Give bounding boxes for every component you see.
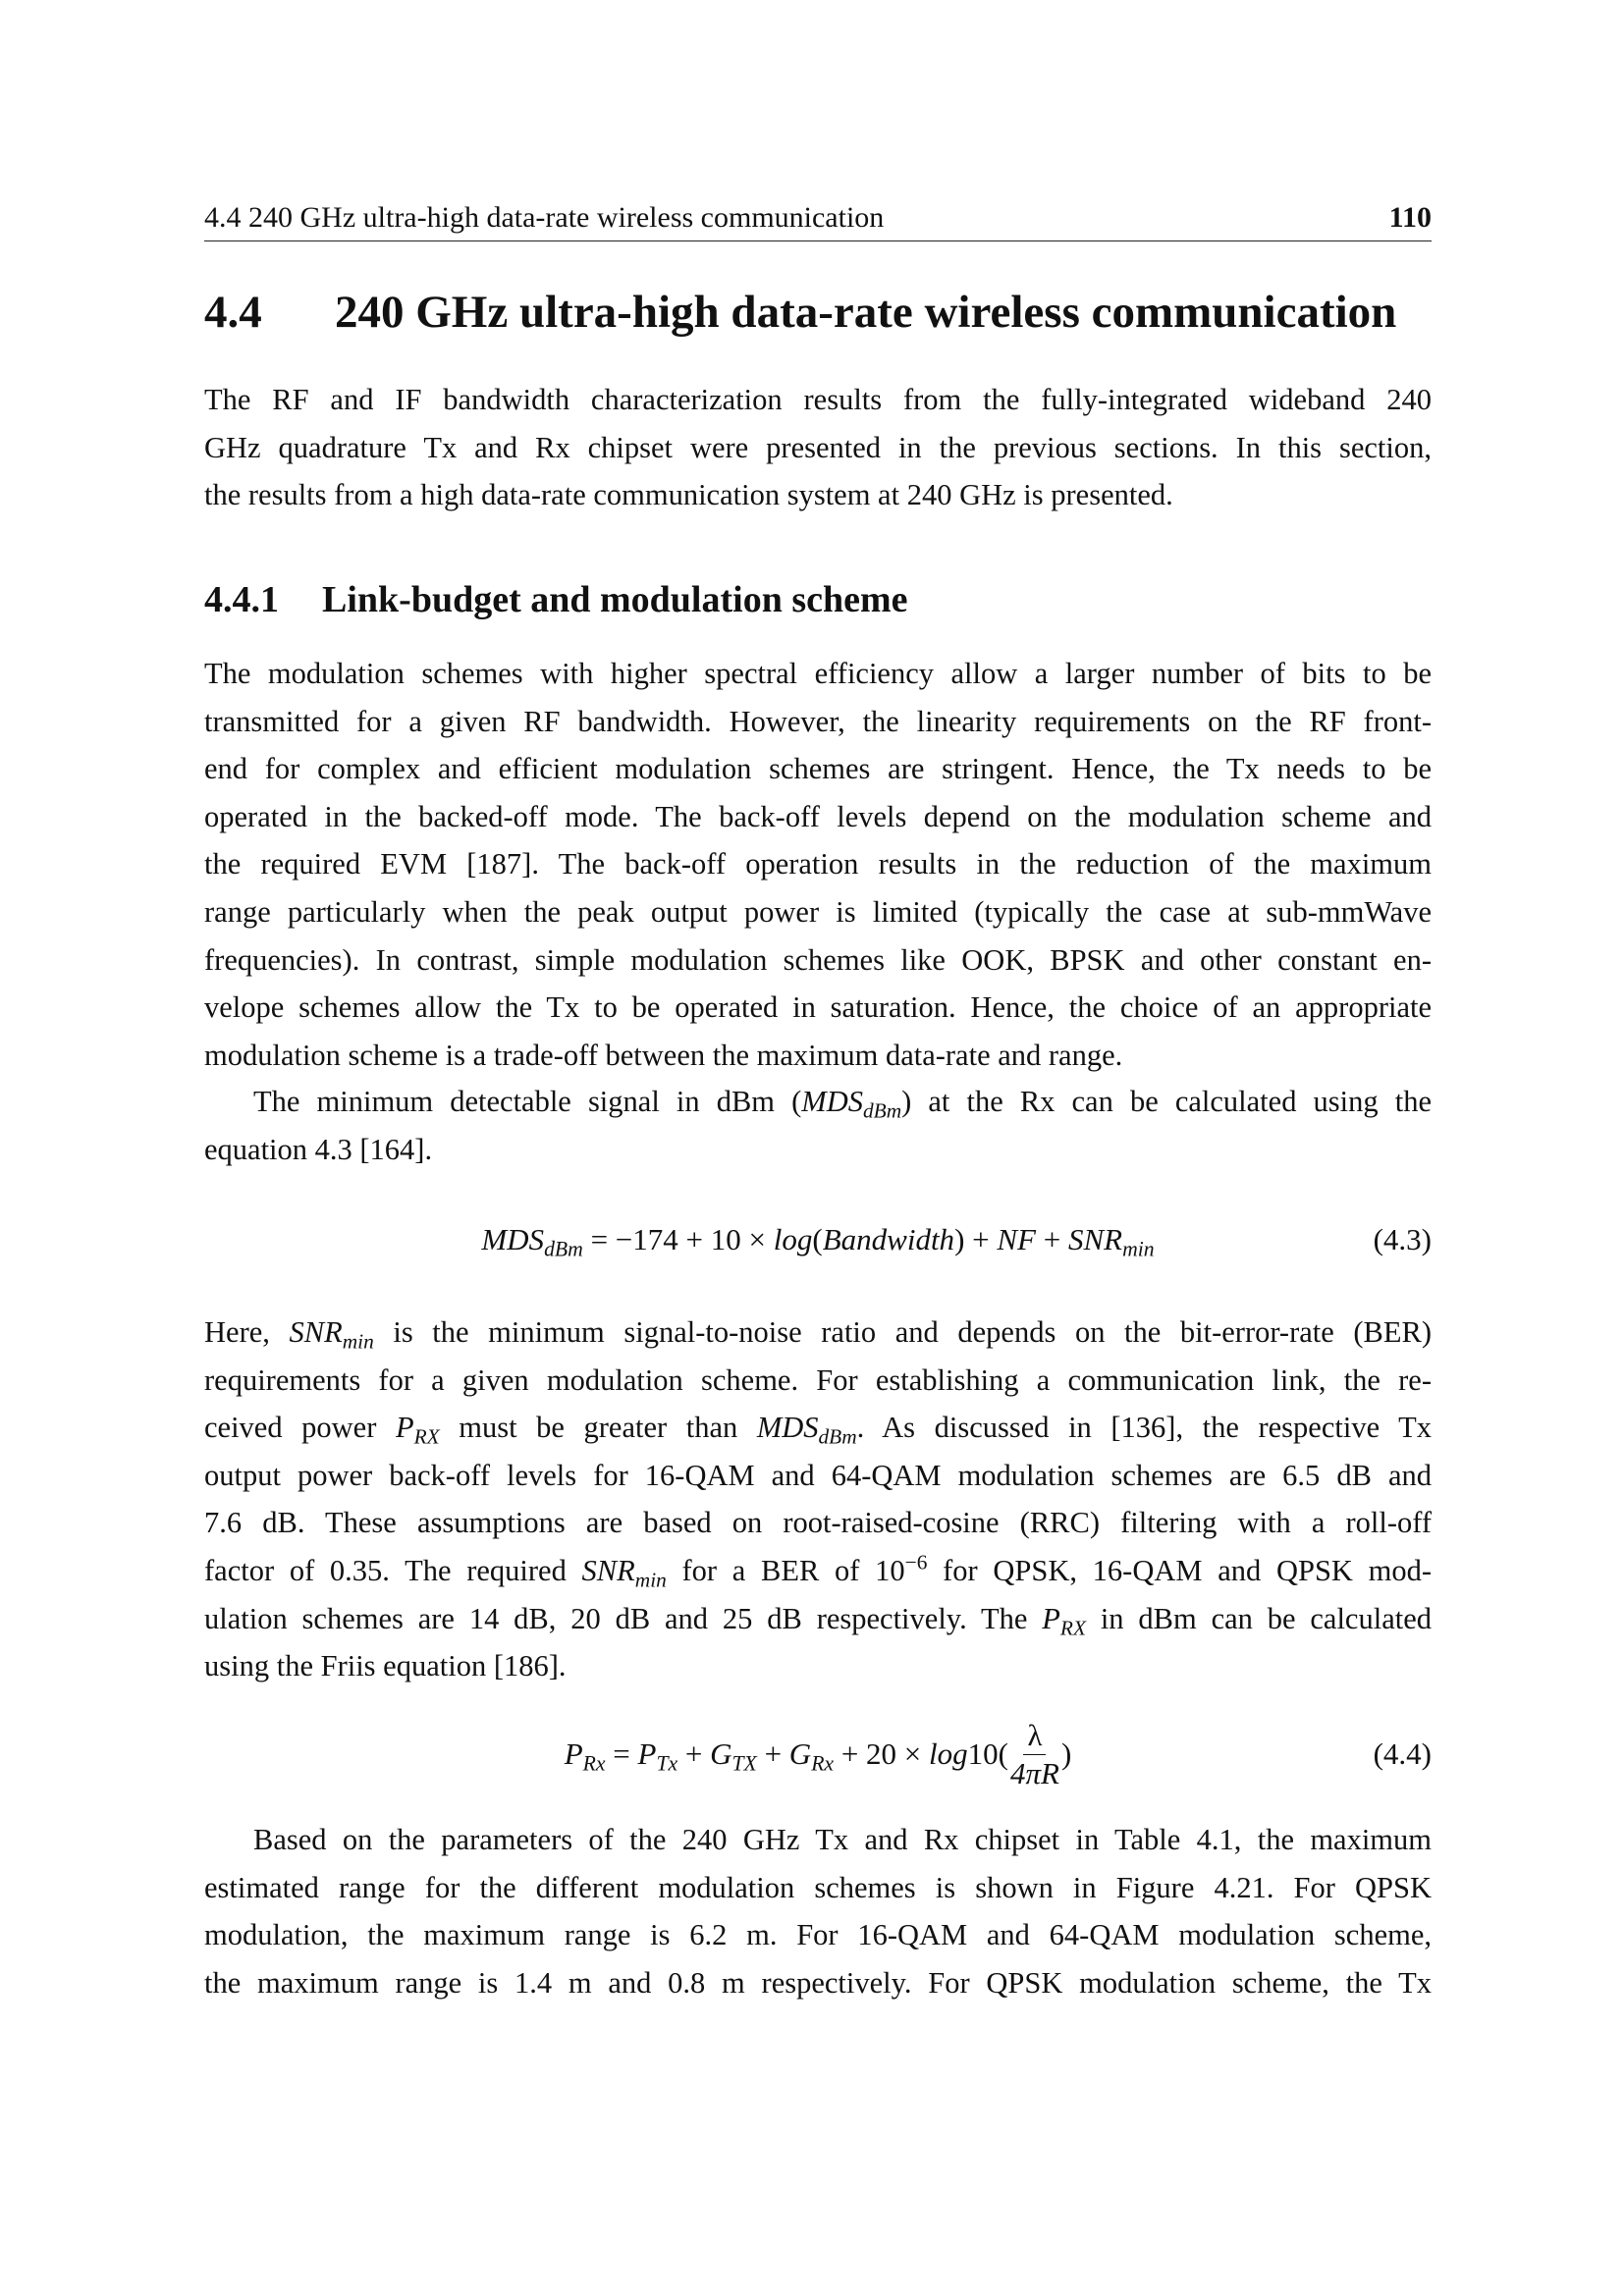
paragraph [204, 376, 1432, 519]
equation-body [565, 1717, 1072, 1792]
header-rule [204, 240, 1432, 241]
math-symbol [395, 1411, 440, 1449]
superscript: −6 [904, 1550, 928, 1575]
subsection-number: 4.4.1 [204, 579, 279, 620]
text-run: The modulation schemes with higher spectral efficiency allow a larger number of bits to be [204, 657, 1432, 690]
subscript: RX [1059, 1615, 1086, 1639]
symbol-base: NF [997, 1222, 1036, 1256]
equation-4-3 [204, 1215, 1432, 1264]
text-run: Here, [204, 1315, 290, 1349]
text-line [204, 1642, 1432, 1690]
section-number: 4.4 [204, 287, 262, 338]
text-run: requirements for a given modulation scheme. For establishing a communication link, the re- [204, 1362, 1432, 1397]
subscript: TX [731, 1751, 757, 1776]
text-run: in dBm can be calculated [1085, 1601, 1432, 1635]
text-run: modulation scheme is a trade-off between the maximum data-rate and range. [204, 1038, 1123, 1072]
text-line [204, 840, 1432, 888]
text-run: + [677, 1736, 711, 1771]
text-run: is the minimum signal-to-noise ratio and depends on the bit-error-rate (BER) [373, 1315, 1433, 1349]
symbol-base: SNR [581, 1553, 635, 1587]
text-run: + [756, 1736, 789, 1771]
text-line [204, 1078, 1432, 1126]
symbol-base: Bandwidth [822, 1222, 955, 1256]
paragraph [204, 1816, 1432, 2006]
equation-number: (4.4) [1373, 1736, 1432, 1771]
subscript: min [1122, 1237, 1155, 1261]
subsection-title: Link-budget and modulation scheme [322, 579, 908, 620]
math-symbol [756, 1411, 857, 1449]
text-run: end for complex and efficient modulation schemes are stringent. Hence, the Tx needs to be [204, 752, 1432, 786]
text-line [204, 1959, 1432, 2007]
text-run: ( [812, 1222, 823, 1256]
math-symbol [801, 1085, 902, 1123]
math-symbol [774, 1222, 813, 1257]
symbol-base: 10 [875, 1553, 905, 1587]
text-run: GHz quadrature Tx and Rx chipset were presented in the previous sections. In this section, [204, 430, 1432, 464]
subscript: dBm [818, 1424, 857, 1449]
symbol-base: P [564, 1736, 583, 1771]
symbol-base: MDS [481, 1222, 545, 1256]
text-run: ) [1060, 1736, 1072, 1771]
math-symbol [1067, 1222, 1155, 1261]
text-line [204, 1404, 1432, 1452]
text-line [204, 1357, 1432, 1405]
math-symbol [481, 1222, 583, 1261]
subscript: dBm [544, 1237, 583, 1261]
equation-body [481, 1222, 1155, 1261]
text-line [204, 984, 1432, 1032]
text-line [204, 1499, 1432, 1547]
text-run: 10( [967, 1736, 1008, 1771]
math-symbol [637, 1736, 678, 1776]
text-run: equation 4.3 [164]. [204, 1132, 433, 1166]
text-run: frequencies). In contrast, simple modulation schemes like OOK, BPSK and other constant en- [204, 942, 1432, 977]
text-run: output power back-off levels for 16-QAM and 64-QAM modulation schemes are 6.5 dB and [204, 1458, 1432, 1492]
text-run: for QPSK, 16-QAM and QPSK mod- [927, 1553, 1433, 1587]
symbol-base: SNR [1067, 1222, 1123, 1256]
paragraph [204, 1308, 1432, 1690]
text-line [204, 1911, 1432, 1959]
text-line [204, 1308, 1432, 1357]
fraction-numerator: λ [1023, 1717, 1046, 1755]
text-run: ) at the Rx can be calculated using the [901, 1085, 1432, 1118]
text-run: transmitted for a given RF bandwidth. However, the linearity requirements on the RF front- [204, 704, 1432, 738]
text-line [204, 376, 1432, 424]
text-line [204, 1452, 1432, 1500]
symbol-base: P [637, 1736, 657, 1771]
text-line [204, 745, 1432, 793]
symbol-base: MDS [801, 1085, 863, 1118]
text-run: + [1036, 1222, 1068, 1256]
text-line [204, 471, 1432, 519]
subscript: dBm [862, 1098, 902, 1123]
text-run: estimated range for the different modulation schemes is shown in Figure 4.21. For QPSK [204, 1870, 1432, 1904]
paragraph [204, 650, 1432, 1079]
text-run: the maximum range is 1.4 m and 0.8 m respectively. For QPSK modulation scheme, the Tx [204, 1965, 1432, 2000]
text-run: modulation, the maximum range is 6.2 m. For 16-QAM and 64-QAM modulation scheme, [204, 1918, 1432, 1952]
symbol-base: log [929, 1736, 968, 1771]
fraction-denominator: 4πR [1009, 1755, 1059, 1790]
math-symbol [581, 1553, 667, 1592]
fraction [1010, 1717, 1059, 1792]
text-line [204, 650, 1432, 698]
text-line [204, 1547, 1432, 1595]
text-run: range particularly when the peak output power is limited (typically the case at sub-mmWave [204, 894, 1432, 929]
text-run: The minimum detectable signal in dBm ( [253, 1085, 802, 1118]
text-run: the results from a high data-rate communication system at 240 GHz is presented. [204, 478, 1173, 512]
subsection-heading [204, 576, 1432, 623]
text-line [204, 888, 1432, 936]
text-line [204, 793, 1432, 841]
symbol-base: P [395, 1411, 414, 1445]
subscript: min [634, 1568, 667, 1592]
subscript: RX [413, 1424, 440, 1449]
text-run: ceived power [204, 1411, 396, 1445]
subscript: Rx [811, 1751, 835, 1776]
text-run: = [605, 1736, 638, 1771]
subscript: Tx [656, 1751, 678, 1776]
text-line [204, 698, 1432, 746]
text-line [204, 424, 1432, 472]
text-run: operated in the backed-off mode. The back-off levels depend on the modulation scheme and [204, 799, 1432, 833]
text-line [204, 1864, 1432, 1912]
text-run: ulation schemes are 14 dB, 20 dB and 25 dB respectively. The [204, 1601, 1043, 1635]
symbol-base: G [788, 1736, 812, 1771]
text-line [204, 1816, 1432, 1864]
running-header [204, 200, 1432, 236]
text-run: ) + [954, 1222, 998, 1256]
math-symbol [823, 1222, 954, 1257]
paragraph [204, 1078, 1432, 1173]
math-symbol [564, 1736, 606, 1776]
symbol-base: log [773, 1222, 813, 1256]
symbol-base: SNR [289, 1315, 343, 1349]
text-run: Based on the parameters of the 240 GHz Tx and Rx chipset in Table 4.1, the maximum [253, 1823, 1432, 1856]
equation-number: (4.3) [1373, 1222, 1432, 1256]
math-symbol [929, 1736, 968, 1772]
text-run: + 20 × [834, 1736, 930, 1771]
text-run: . As discussed in [136], the respective Tx [856, 1411, 1433, 1445]
math-symbol [788, 1736, 835, 1776]
text-run: = −174 + 10 × [582, 1222, 774, 1256]
running-title: 4.4 240 GHz ultra-high data-rate wireless communication [204, 201, 885, 234]
text-run: factor of 0.35. The required [204, 1553, 582, 1587]
subscript: min [342, 1329, 374, 1354]
text-run: 7.6 dB. These assumptions are based on root-raised-cosine (RRC) filtering with a roll-off [204, 1506, 1432, 1540]
text-line [204, 936, 1432, 985]
subscript: Rx [582, 1751, 606, 1776]
text-run: The RF and IF bandwidth characterization results from the fully-integrated wideband 240 [204, 383, 1432, 416]
text-run: must be greater than [439, 1411, 757, 1445]
math-symbol [710, 1736, 757, 1776]
symbol-base: P [1042, 1601, 1060, 1635]
math-symbol [1042, 1601, 1086, 1639]
text-run: velope schemes allow the Tx to be operated in saturation. Hence, the choice of an appropriate [204, 990, 1432, 1025]
section-heading [204, 283, 1432, 342]
math-symbol [997, 1222, 1036, 1257]
text-line [204, 1595, 1432, 1643]
math-symbol [289, 1315, 374, 1354]
text-run: using the Friis equation [186]. [204, 1649, 567, 1683]
math-symbol [875, 1550, 928, 1587]
symbol-base: G [710, 1736, 732, 1771]
page-number: 110 [1388, 201, 1432, 234]
symbol-base: MDS [756, 1411, 819, 1445]
text-run: the required EVM [187]. The back-off operation results in the reduction of the maximum [204, 847, 1432, 881]
section-title: 240 GHz ultra-high data-rate wireless communication [335, 287, 1397, 338]
text-run: for a BER of [666, 1553, 876, 1587]
equation-4-4 [204, 1713, 1432, 1795]
text-line [204, 1032, 1432, 1080]
text-line [204, 1126, 1432, 1174]
